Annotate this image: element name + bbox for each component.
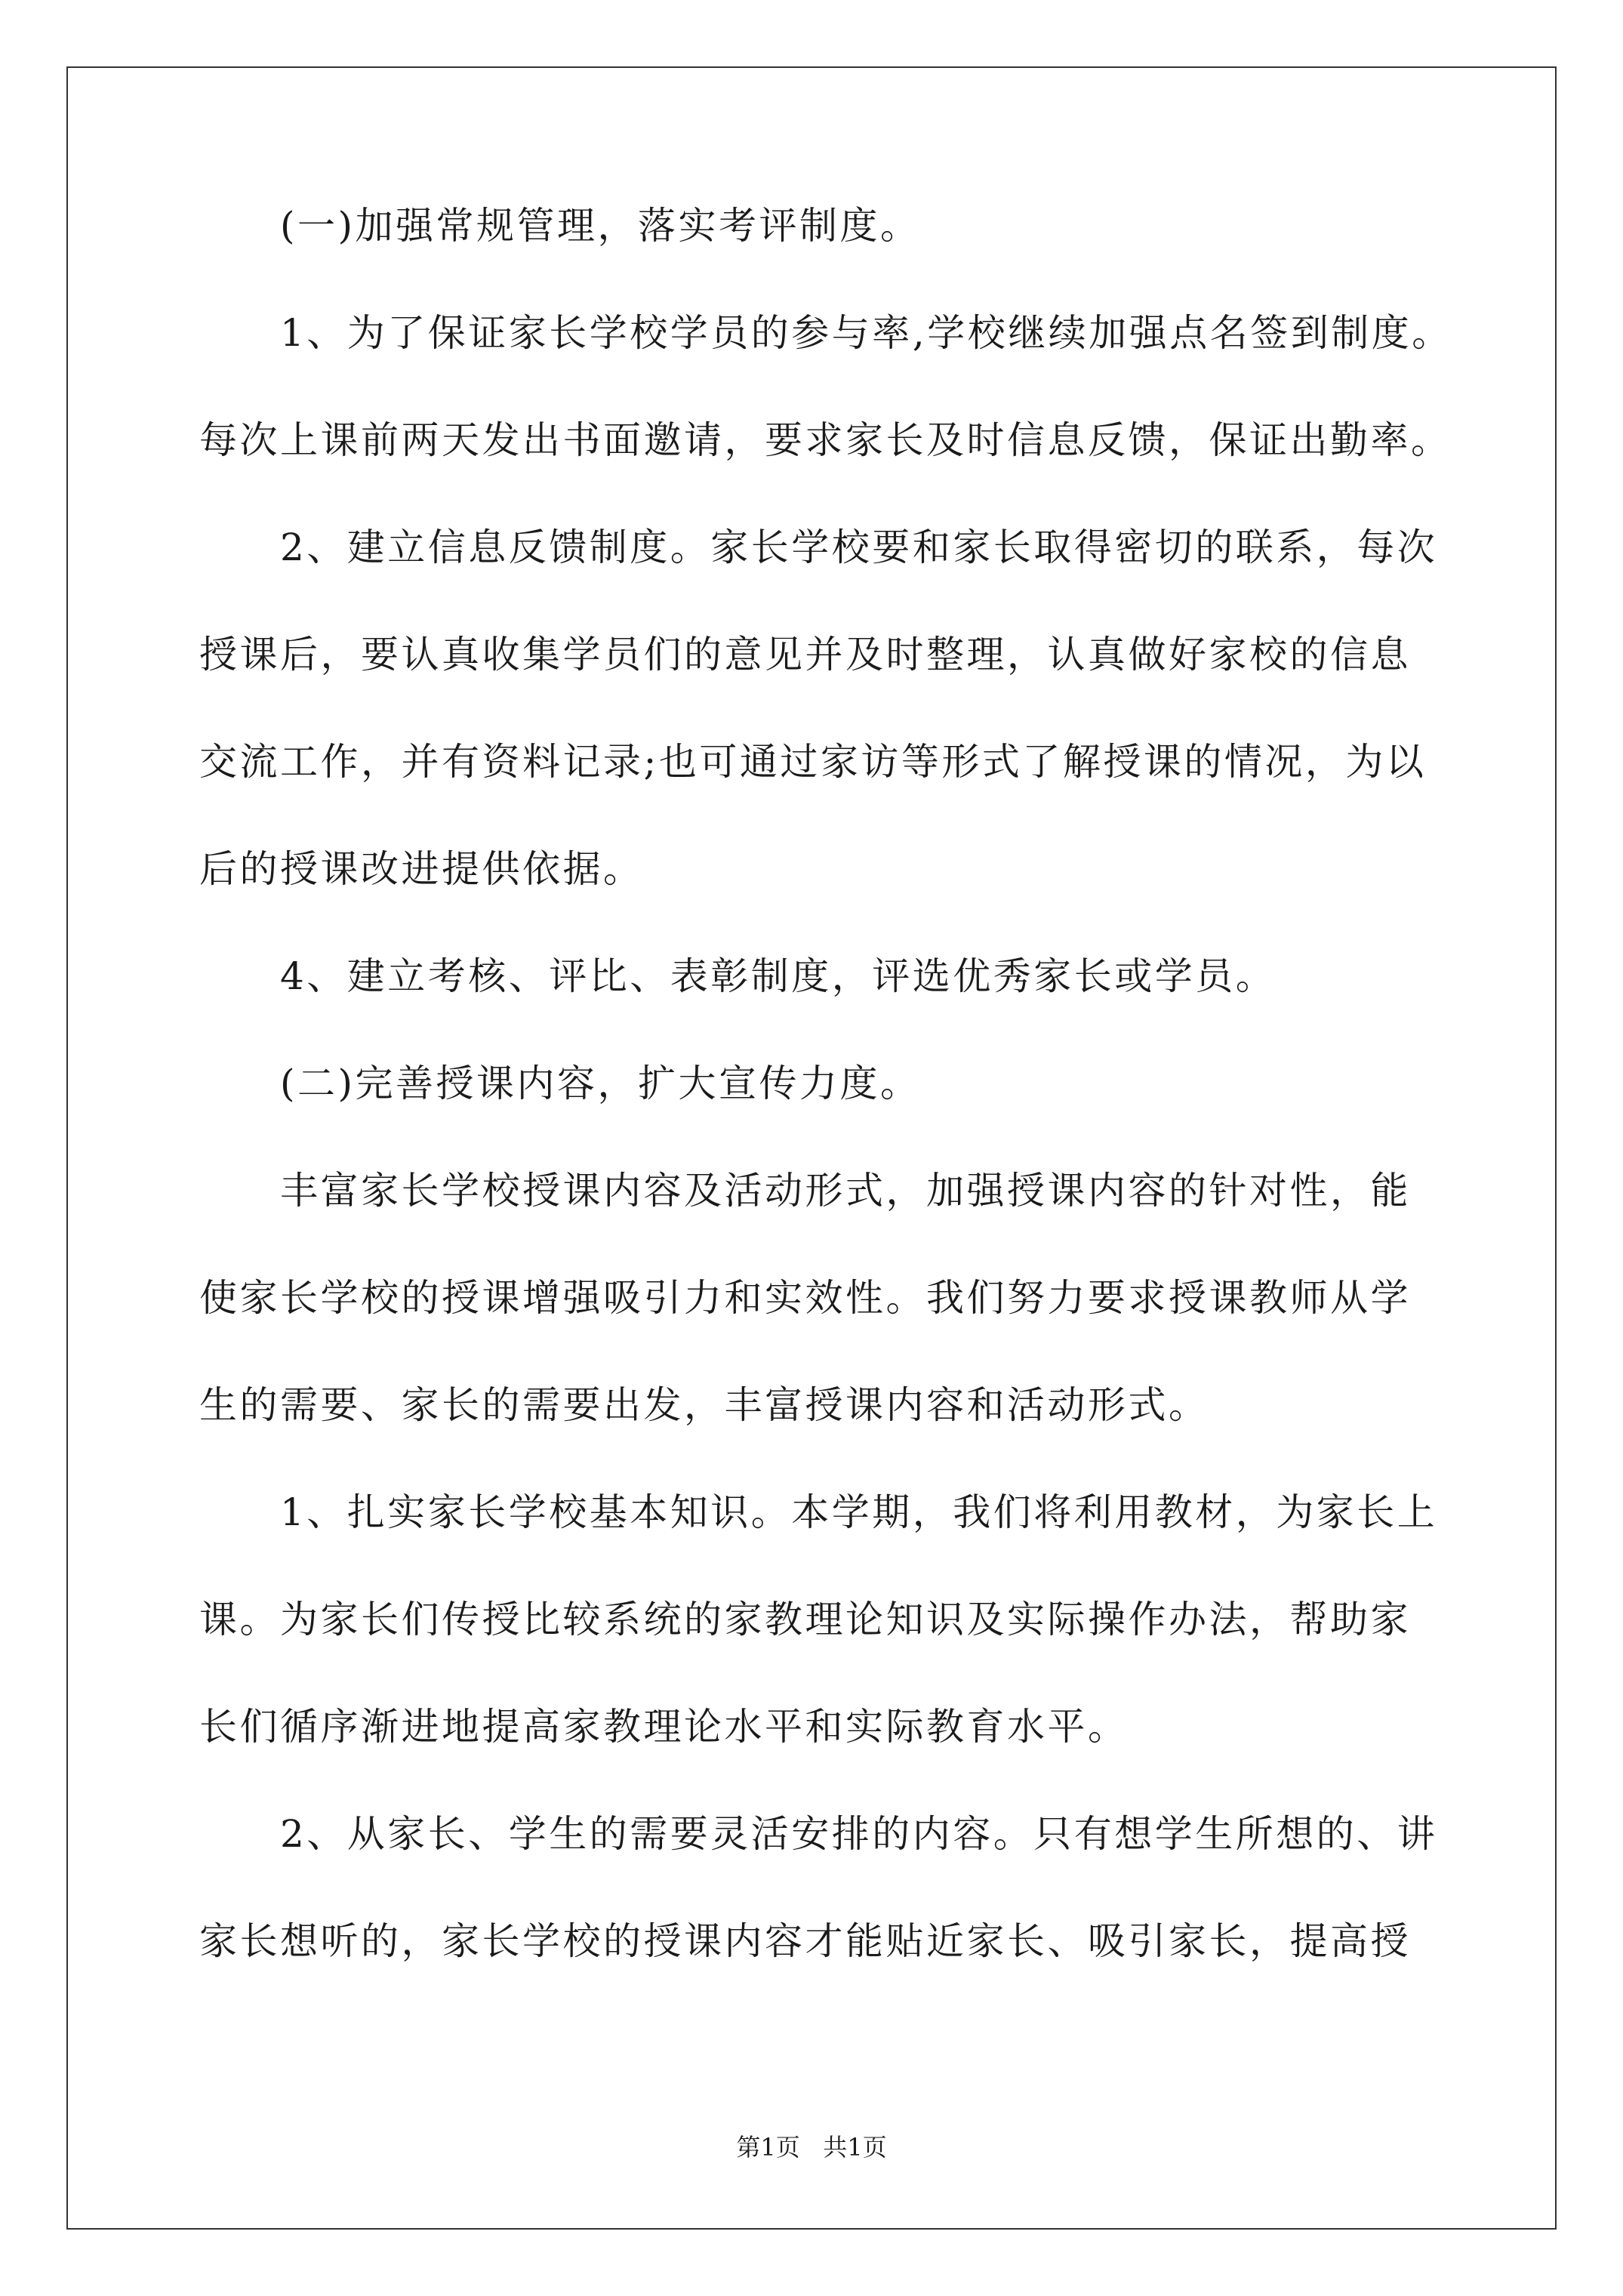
paragraph-line: 长们循序渐进地提高家教理论水平和实际教育水平。 (199, 1705, 1129, 1749)
paragraph-line: 生的需要、家长的需要出发，丰富授课内容和活动形式。 (199, 1383, 1209, 1427)
paragraph-line: 家长想听的，家长学校的授课内容才能贴近家长、吸引家长，提高授 (199, 1919, 1411, 1963)
paragraph-line: 2、建立信息反馈制度。家长学校要和家长取得密切的联系，每次 (280, 525, 1438, 569)
paragraph-line: 2、从家长、学生的需要灵活安排的内容。只有想学生所想的、讲 (280, 1812, 1438, 1856)
section-heading-2: (二)完善授课内容，扩大宣传力度。 (280, 1062, 921, 1105)
paragraph-line: 交流工作，并有资料记录;也可通过家访等形式了解授课的情况，为以 (199, 740, 1427, 784)
paragraph-line: 丰富家长学校授课内容及活动形式，加强授课内容的针对性，能 (280, 1169, 1411, 1213)
paragraph-line: 使家长学校的授课增强吸引力和实效性。我们努力要求授课教师从学 (199, 1276, 1411, 1320)
page-number-footer: 第1页 共1页 (736, 2133, 887, 2162)
paragraph-line: 课。为家长们传授比较系统的家教理论知识及实际操作办法，帮助家 (199, 1598, 1411, 1641)
paragraph-line: 4、建立考核、评比、表彰制度，评选优秀家长或学员。 (280, 954, 1277, 998)
paragraph-line: 授课后，要认真收集学员们的意见并及时整理，认真做好家校的信息 (199, 633, 1411, 676)
section-heading-1: (一)加强常规管理，落实考评制度。 (280, 204, 921, 248)
document-body (199, 199, 1452, 2022)
paragraph-line: 1、为了保证家长学校学员的参与率,学校继续加强点名签到制度。 (280, 311, 1452, 355)
paragraph-line: 1、扎实家长学校基本知识。本学期，我们将利用教材，为家长上 (280, 1490, 1438, 1534)
paragraph-line: 每次上课前两天发出书面邀请，要求家长及时信息反馈，保证出勤率。 (199, 418, 1452, 462)
paragraph-line: 后的授课改进提供依据。 (199, 847, 644, 891)
